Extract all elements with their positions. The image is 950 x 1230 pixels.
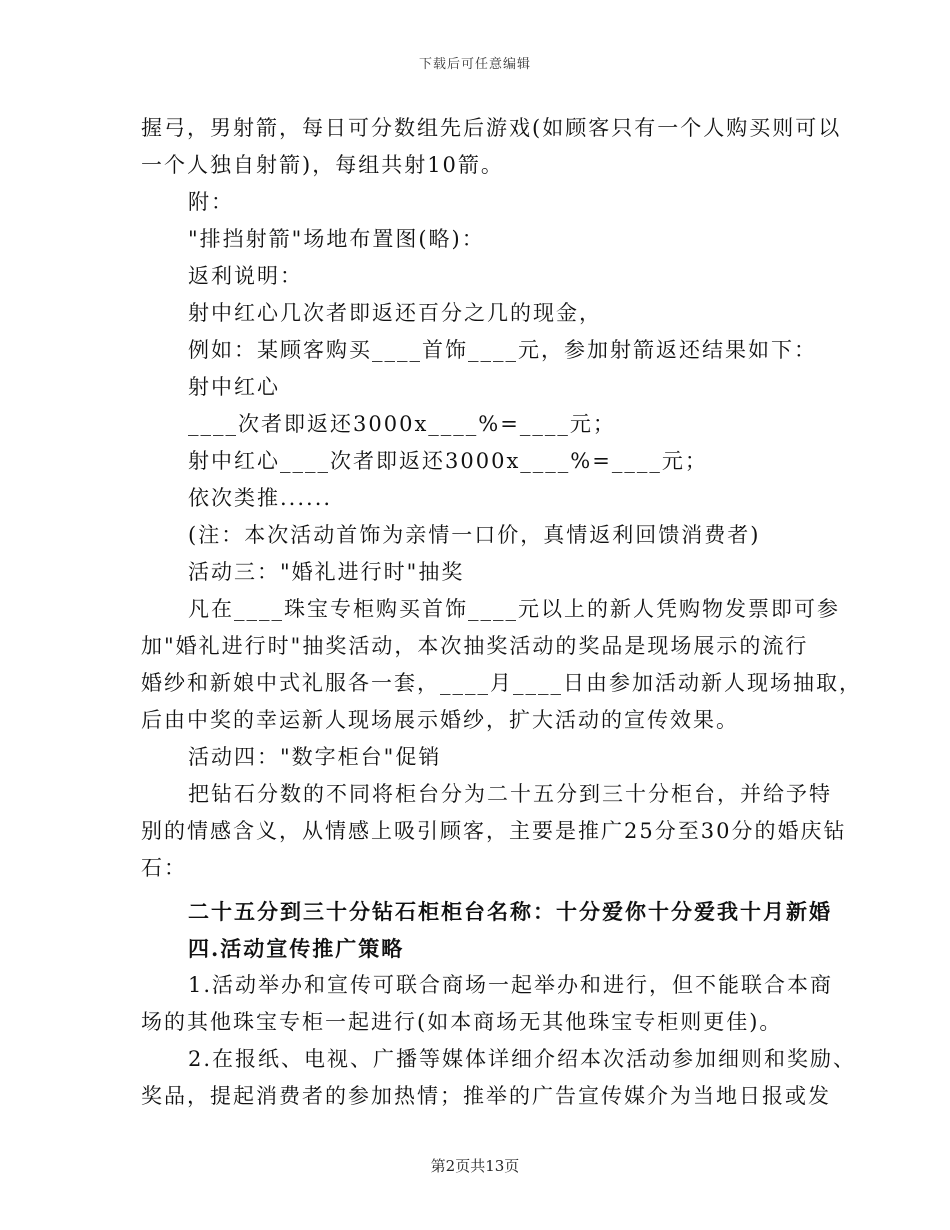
text-line: 婚纱和新娘中式礼服各一套，____月____日由参加活动新人现场抽取，: [141, 671, 862, 695]
text-line: 一个人独自射箭)，每组共射10箭。: [141, 153, 504, 177]
text-line: ____次者即返还3000x____%=____元；: [188, 412, 616, 436]
text-line: 凡在____珠宝专柜购买首饰____元以上的新人凭购物发票即可参: [188, 597, 840, 621]
text-line: 活动四："数字柜台"促销: [188, 745, 442, 769]
text-line: 返利说明：: [188, 264, 303, 288]
text-line: 奖品，提起消费者的参加热情；推举的广告宣传媒介为当地日报或发: [141, 1084, 831, 1108]
text-line: 石：: [141, 856, 187, 880]
document-body: [141, 110, 862, 1115]
section-heading-line: 二十五分到三十分钻石柜柜台名称：十分爱你十分爱我十月新婚: [188, 899, 832, 924]
text-line: 把钻石分数的不同将柜台分为二十五分到三十分柜台，并给予特: [188, 782, 832, 806]
text-line: (注：本次活动首饰为亲情一口价，真情返利回馈消费者): [188, 523, 761, 547]
text-line: 别的情感含义，从情感上吸引顾客，主要是推广25分至30分的婚庆钻: [141, 819, 847, 843]
text-line: 射中红心几次者即返还百分之几的现金，: [188, 301, 602, 325]
text-line: 场的其他珠宝专柜一起进行(如本商场无其他珠宝专柜则更佳)。: [141, 1010, 783, 1034]
text-line: 握弓，男射箭，每日可分数组先后游戏(如顾客只有一个人购买则可以: [141, 116, 842, 140]
text-line: 活动三："婚礼进行时"抽奖: [188, 560, 465, 584]
text-line: 例如：某顾客购买____首饰____元，参加射箭返还结果如下：: [188, 338, 817, 362]
text-line: 加"婚礼进行时"抽奖活动，本次抽奖活动的奖品是现场展示的流行: [141, 634, 809, 658]
text-line: 1.活动举办和宣传可联合商场一起举办和进行，但不能联合本商: [188, 973, 834, 997]
text-line: 附：: [188, 190, 234, 214]
text-line: 后由中奖的幸运新人现场展示婚纱，扩大活动的宣传效果。: [141, 708, 739, 732]
page-header: 下载后可任意编辑: [418, 57, 531, 72]
text-line: 2.在报纸、电视、广播等媒体详细介绍本次活动参加细则和奖励、: [188, 1047, 857, 1071]
page-footer: 第2页共13页: [430, 1157, 520, 1175]
text-line: "排挡射箭"场地布置图(略)：: [188, 227, 485, 251]
text-line: 射中红心: [188, 375, 280, 399]
section-heading-line: 四.活动宣传推广策略: [188, 936, 405, 961]
text-line: 射中红心____次者即返还3000x____%=____元；: [188, 449, 708, 473]
text-line: 依次类推......: [188, 486, 333, 510]
